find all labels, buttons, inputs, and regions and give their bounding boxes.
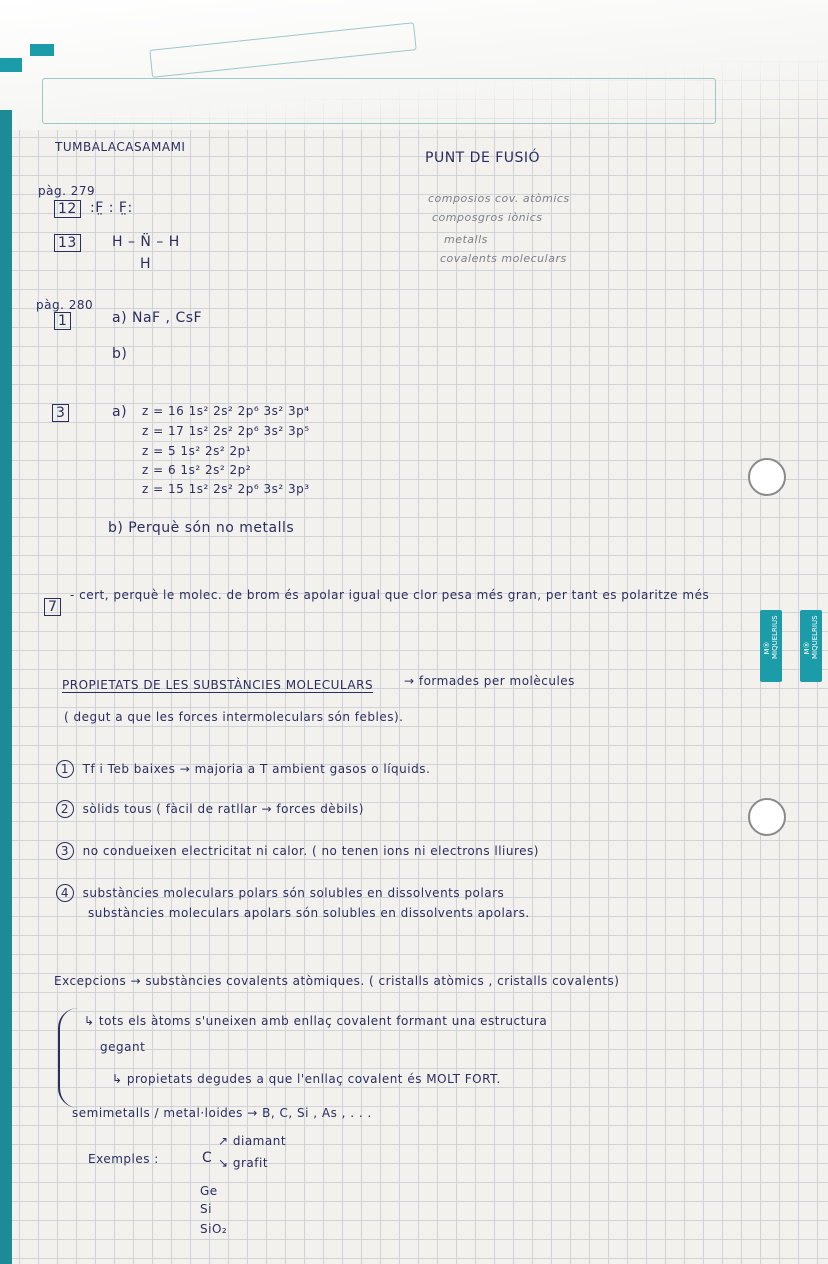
config-z16: z = 16 1s² 2s² 2p⁶ 3s² 3p⁴ [142, 404, 310, 418]
lewis-nh3-h: H [140, 256, 152, 272]
ranking-4: covalents moleculars [440, 252, 567, 265]
exercise-12-number: 12 [54, 200, 81, 218]
property-3-text: no condueixen electricitat ni calor. ( no tenen ions ni electrons lliures) [82, 844, 539, 858]
page-ref-280: pàg. 280 [36, 298, 94, 312]
punch-hole-1 [748, 458, 786, 496]
example-sio2: SiO₂ [200, 1222, 228, 1236]
property-1 [56, 760, 430, 778]
property-3 [56, 842, 539, 860]
config-z6: z = 6 1s² 2s² 2p² [142, 463, 252, 477]
example-si: Si [200, 1202, 212, 1216]
ranking-2: composgros iònics [432, 211, 543, 224]
exercise-3-a: a) [112, 404, 128, 420]
teal-tab-mark [0, 58, 22, 72]
exercise-1-a: a) NaF , CsF [112, 310, 203, 326]
property-1-text: Tf i Teb baixes → majoria a T ambient gasos o líquids. [82, 762, 431, 776]
property-2-text: sòlids tous ( fàcil de ratllar → forces dèbils) [82, 802, 364, 816]
punch-hole-2 [748, 798, 786, 836]
property-4-line-2: substàncies moleculars apolars són solubles en dissolvents apolars. [88, 906, 530, 920]
property-1-number: 1 [56, 760, 74, 778]
exercise-1-number: 1 [54, 312, 71, 330]
tab-label-box [42, 78, 716, 124]
property-3-number: 3 [56, 842, 74, 860]
carbon-label: C [202, 1150, 213, 1166]
carbon-form-grafit: ↘ grafit [218, 1156, 269, 1170]
example-ge: Ge [200, 1184, 218, 1198]
teal-tab-mark-2 [30, 44, 54, 56]
ranking-1: composios cov. atòmics [428, 192, 570, 205]
exercise-12 [54, 200, 81, 218]
topic-title: PUNT DE FUSIÓ [425, 150, 541, 166]
config-z5: z = 5 1s² 2s² 2p¹ [142, 444, 252, 458]
exercise-1-b: b) [112, 346, 128, 362]
exercise-13 [54, 234, 81, 252]
property-2 [56, 800, 364, 818]
exercise-3 [52, 404, 69, 422]
exceptions-sub-1: ↳ tots els àtoms s'uneixen amb enllaç covalent formant una estructura [84, 1014, 548, 1028]
section-title-text: PROPIETATS DE LES SUBSTÀNCIES MOLECULARS [62, 678, 374, 692]
lewis-f2: :F̤ : F̤: [90, 200, 133, 216]
carbon-form-grafit-text: grafit [232, 1156, 269, 1170]
exercise-7 [44, 598, 61, 616]
examples-label: Exemples : [88, 1152, 159, 1166]
section-title [62, 678, 373, 692]
exceptions-bracket [58, 1008, 80, 1108]
exercise-3-number: 3 [52, 404, 69, 422]
exercise-13-number: 13 [54, 234, 81, 252]
exceptions-sub-1b: gegant [100, 1040, 146, 1054]
exercise-1 [54, 312, 71, 330]
ranking-3: metalls [444, 233, 488, 246]
exceptions-line: Excepcions → substàncies covalents atòmiques. ( cristalls atòmics , cristalls covalents) [54, 974, 620, 988]
property-2-number: 2 [56, 800, 74, 818]
lewis-nh3: H – N̈ – H [112, 234, 180, 250]
property-4-number: 4 [56, 884, 74, 902]
exercise-7-text: - cert, perquè le molec. de brom és apolar igual que clor pesa més gran, per tant es polaritze més [70, 588, 710, 602]
config-z15: z = 15 1s² 2s² 2p⁶ 3s² 3p³ [142, 482, 310, 496]
author-name: TUMBALACASAMAMI [55, 140, 186, 154]
exceptions-sub-2: ↳ propietats degudes a que l'enllaç covalent és MOLT FORT. [112, 1072, 501, 1086]
binder-edge [0, 110, 12, 1264]
section-subtitle: ( degut a que les forces intermoleculars són febles). [64, 710, 404, 724]
exercise-7-number: 7 [44, 598, 61, 616]
config-z17: z = 17 1s² 2s² 2p⁶ 3s² 3p⁵ [142, 424, 310, 438]
exercise-3-b: b) Perquè són no metalls [108, 520, 295, 536]
property-4-text: substàncies moleculars polars són solubles en dissolvents polars [82, 886, 505, 900]
page-ref-279: pàg. 279 [38, 184, 96, 198]
brand-tag-2: M® MIQUELRIUS [800, 610, 822, 682]
section-arrow-note: → formades per molècules [404, 674, 575, 688]
property-4 [56, 884, 504, 902]
carbon-form-diamant-text: diamant [232, 1134, 287, 1148]
semimetals-line: semimetalls / metal·loides → B, C, Si , As , . . . [72, 1106, 372, 1120]
brand-tag: M® MIQUELRIUS [760, 610, 782, 682]
carbon-form-diamant: ↗ diamant [218, 1134, 287, 1148]
